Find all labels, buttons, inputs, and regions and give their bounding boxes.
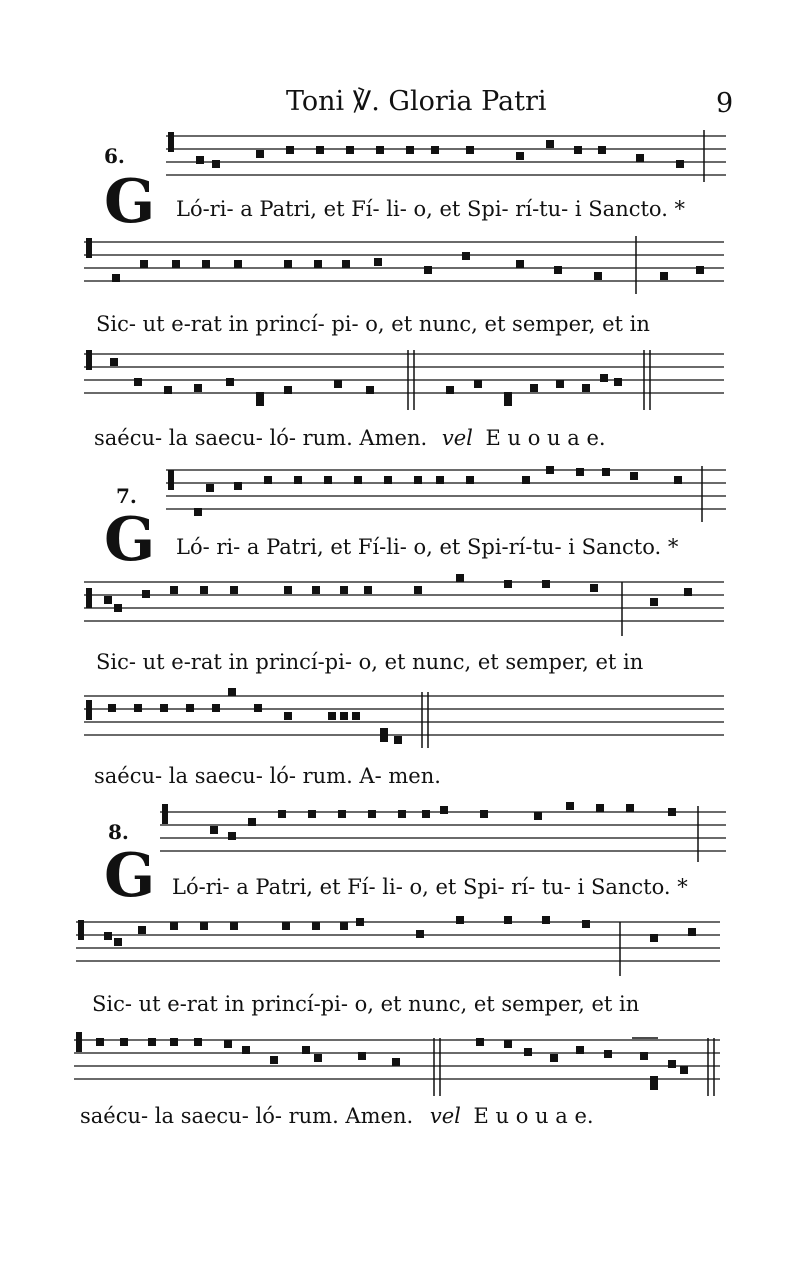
tone-8-vel: vel [429,1104,461,1128]
tone-7-initial: G [104,505,156,575]
tone-6-staff-3 [84,348,724,412]
tone-8-lyric-1: Ló-ri- a Patri, et Fí- li- o, et Spi- rí- tu- i Sancto. * [172,875,688,899]
staff-svg [84,572,724,636]
tone-6-lyric-3-text: saécu- la saecu- ló- rum. Amen. [94,426,428,450]
c-clef-icon [86,700,92,720]
page-title: Toni ℣. Gloria Patri [286,86,547,117]
staff-svg [84,684,724,750]
tone-8-staff-3 [74,1026,720,1096]
staff-svg [84,348,724,412]
tone-6-staff-1 [166,130,726,182]
tone-7-lyric-3: saécu- la saecu- ló- rum. A- men. [94,764,441,788]
c-clef-icon [168,132,174,152]
tone-8-initial: G [104,841,156,911]
staff-svg [166,130,726,182]
page-number: 9 [716,88,734,119]
staff-svg [76,908,720,976]
tone-7-lyric-1: Ló- ri- a Patri, et Fí-li- o, et Spi-rí-tu- i Sancto. * [176,535,679,559]
tone-7-number: 7. [116,484,137,508]
tone-6-lyric-2: Sic- ut e-rat in princí- pi- o, et nunc, et semper, et in [96,312,650,336]
tone-6-lyric-1: Ló-ri- a Patri, et Fí- li- o, et Spi- rí-tu- i Sancto. * [176,197,686,221]
c-clef-icon [78,920,84,940]
tone-6-vel: vel [441,426,473,450]
tone-7-lyric-2: Sic- ut e-rat in princí-pi- o, et nunc, et semper, et in [96,650,644,674]
c-clef-icon [86,238,92,258]
tone-6-number: 6. [104,144,125,168]
tone-8-lyric-2: Sic- ut e-rat in princí-pi- o, et nunc, et semper, et in [92,992,640,1016]
tone-7-staff-2 [84,572,724,636]
c-clef-icon [76,1032,82,1052]
tone-6-staff-2 [84,236,724,288]
tone-8-lyric-3-text: saécu- la saecu- ló- rum. Amen. [80,1104,414,1128]
c-clef-icon [168,470,174,490]
tone-8-staff-2 [76,908,720,976]
tone-6-initial: G [104,167,156,237]
tone-8-staff-1 [160,798,726,864]
staff-svg [160,798,726,864]
tone-6-euouae: E u o u a e. [485,426,606,450]
tone-8-number: 8. [108,820,129,844]
tone-6-lyric-3 [94,426,606,450]
staff-svg [74,1026,720,1096]
c-clef-icon [86,350,92,370]
tone-8-lyric-3 [80,1104,594,1128]
tone-7-staff-3 [84,684,724,750]
c-clef-icon [162,804,168,824]
tone-8-euouae: E u o u a e. [473,1104,594,1128]
staff-svg [84,236,724,288]
tone-7-staff-1 [166,460,726,524]
c-clef-icon [86,588,92,608]
staff-svg [166,460,726,524]
